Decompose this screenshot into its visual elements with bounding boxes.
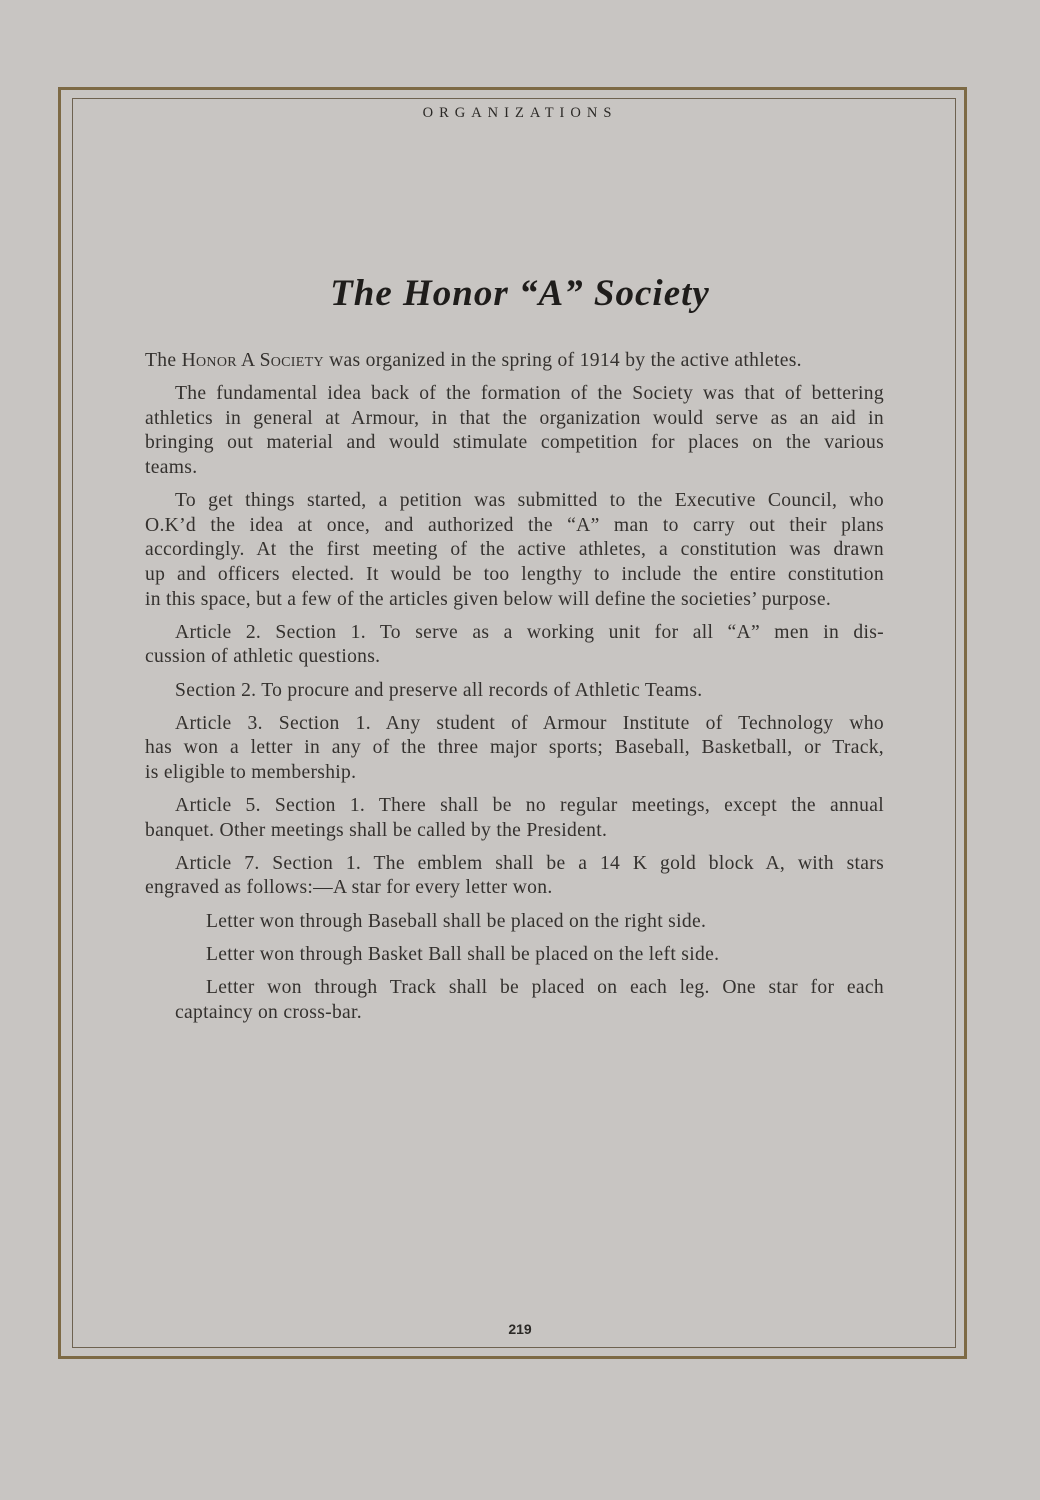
text-line: accordingly. At the first meeting of the active athletes, a constitution was drawn: [145, 539, 884, 561]
text-line: has won a letter in any of the three major sports; Baseball, Basketball, or Track,: [145, 737, 884, 759]
paragraph: [145, 679, 884, 704]
society-name-small-caps: Honor A Society: [181, 350, 324, 371]
text-line: Section 2. To procure and preserve all records of Athletic Teams.: [175, 679, 703, 701]
text-line: captaincy on cross-bar.: [175, 1001, 362, 1023]
text-line: engraved as follows:—A star for every letter won.: [145, 877, 553, 899]
paragraph: [145, 852, 884, 901]
paragraph: [145, 621, 884, 670]
paragraph: [145, 382, 884, 480]
page-title: The Honor “A” Society: [330, 273, 710, 314]
text-segment: The: [145, 350, 182, 371]
paragraph: [145, 349, 884, 374]
paragraph: [145, 910, 884, 935]
paragraph: [145, 943, 884, 968]
text-line: bringing out material and would stimulate competition for places on the various: [145, 432, 884, 454]
text-line: Article 7. Section 1. The emblem shall be a 14 K gold block A, with stars: [175, 852, 884, 874]
text-line: Letter won through Basket Ball shall be placed on the left side.: [206, 943, 720, 965]
paragraph: [145, 712, 884, 786]
page-number: 219: [508, 1321, 532, 1337]
text-line: teams.: [145, 456, 198, 478]
text-line: in this space, but a few of the articles given below will define the societies’ purpose.: [145, 588, 832, 610]
text-line: Article 2. Section 1. To serve as a working unit for all “A” men in dis-: [175, 621, 884, 643]
running-header: ORGANIZATIONS: [422, 105, 618, 121]
paragraph: [145, 794, 884, 843]
paragraph: [145, 489, 884, 612]
text-line: up and officers elected. It would be too lengthy to include the entire constitution: [145, 563, 884, 585]
text-line: To get things started, a petition was submitted to the Executive Council, who: [175, 490, 884, 512]
text-line: cussion of athletic questions.: [145, 646, 381, 668]
text-line: O.K’d the idea at once, and authorized the “A” man to carry out their plans: [145, 514, 884, 536]
text-line: athletics in general at Armour, in that the organization would serve as an aid in: [145, 407, 884, 429]
text-line: The fundamental idea back of the formation of the Society was that of bettering: [175, 383, 884, 405]
text-line: is eligible to membership.: [145, 761, 357, 783]
text-line: Article 5. Section 1. There shall be no regular meetings, except the annual: [175, 795, 884, 817]
text-segment: was organized in the spring of 1914 by the active athletes.: [323, 350, 802, 371]
text-line: Article 3. Section 1. Any student of Armour Institute of Technology who: [175, 712, 884, 734]
text-line: banquet. Other meetings shall be called by the President.: [145, 819, 608, 841]
text-line: [145, 349, 884, 374]
text-line: Letter won through Baseball shall be placed on the right side.: [206, 910, 707, 932]
article-body: [145, 349, 884, 1034]
text-line: Letter won through Track shall be placed on each leg. One star for each: [206, 977, 884, 998]
paragraph: [145, 976, 884, 1025]
